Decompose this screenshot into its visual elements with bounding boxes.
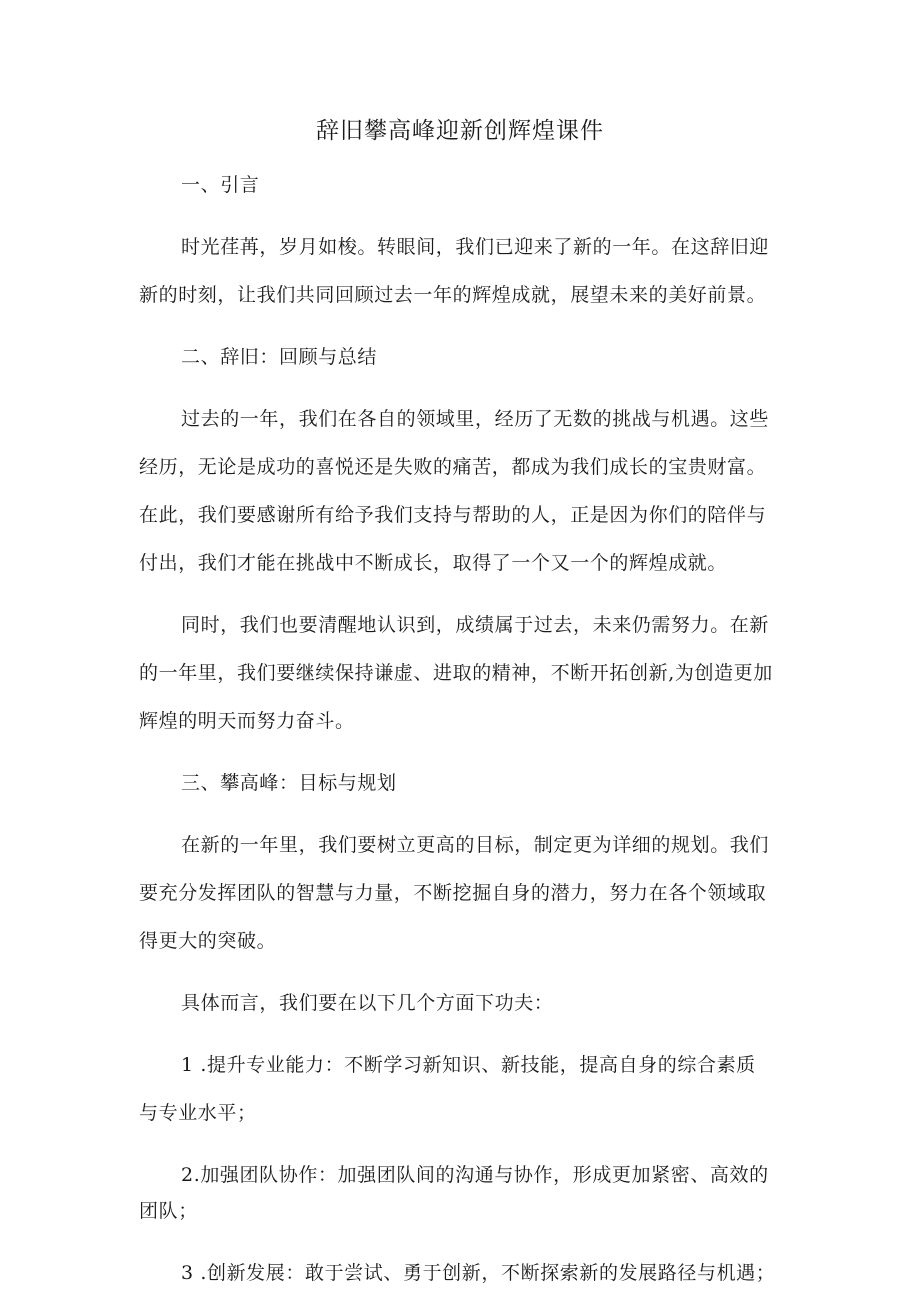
paragraph-line: 的一年里，我们要继续保持谦虚、进取的精神，不断开拓创新,为创造更加: [139, 662, 773, 684]
section-heading-review: 二、辞旧：回顾与总结: [181, 346, 378, 368]
section-heading-introduction: 一、引言: [181, 174, 260, 196]
paragraph-line: 经历，无论是成功的喜悦还是失败的痛苦，都成为我们成长的宝贵财富。: [139, 456, 767, 478]
paragraph-line: 同时，我们也要清醒地认识到，成绩属于过去，未来仍需努力。在新: [181, 614, 770, 636]
paragraph-line: 得更大的突破。: [139, 930, 277, 952]
paragraph-line: 具体而言，我们要在以下几个方面下功夫：: [181, 992, 554, 1014]
document-body: [139, 170, 787, 1288]
list-item-line: 团队；: [139, 1200, 198, 1222]
paragraph-line: 付出，我们才能在挑战中不断成长，取得了一个又一个的辉煌成就。: [139, 552, 728, 574]
paragraph-line: 新的时刻，让我们共同回顾过去一年的辉煌成就，展望未来的美好前景。: [139, 284, 767, 306]
list-item-line: 与专业水平；: [139, 1102, 257, 1124]
list-item-line: 3 .创新发展：敢于尝试、勇于创新，不断探索新的发展路径与机遇；: [181, 1262, 776, 1284]
document-title: 辞旧攀高峰迎新创辉煌课件: [316, 118, 604, 144]
paragraph-line: 在新的一年里，我们要树立更高的目标，制定更为详细的规划。我们: [181, 834, 770, 856]
list-item-line: 1 .提升专业能力：不断学习新知识、新技能，提高自身的综合素质: [181, 1054, 756, 1076]
section-heading-goals: 三、攀高峰：目标与规划: [181, 772, 397, 794]
paragraph-line: 在此，我们要感谢所有给予我们支持与帮助的人，正是因为你们的陪伴与: [139, 504, 767, 526]
paragraph-line: 要充分发挥团队的智慧与力量，不断挖掘自身的潜力，努力在各个领域取: [139, 882, 767, 904]
paragraph-line: 时光荏苒，岁月如梭。转眼间，我们已迎来了新的一年。在这辞旧迎: [181, 236, 770, 258]
paragraph-line: 辉煌的明天而努力奋斗。: [139, 710, 355, 732]
paragraph-line: 过去的一年，我们在各自的领域里，经历了无数的挑战与机遇。这些: [181, 408, 770, 430]
list-item-line: 2.加强团队协作：加强团队间的沟通与协作，形成更加紧密、高效的: [181, 1164, 769, 1186]
